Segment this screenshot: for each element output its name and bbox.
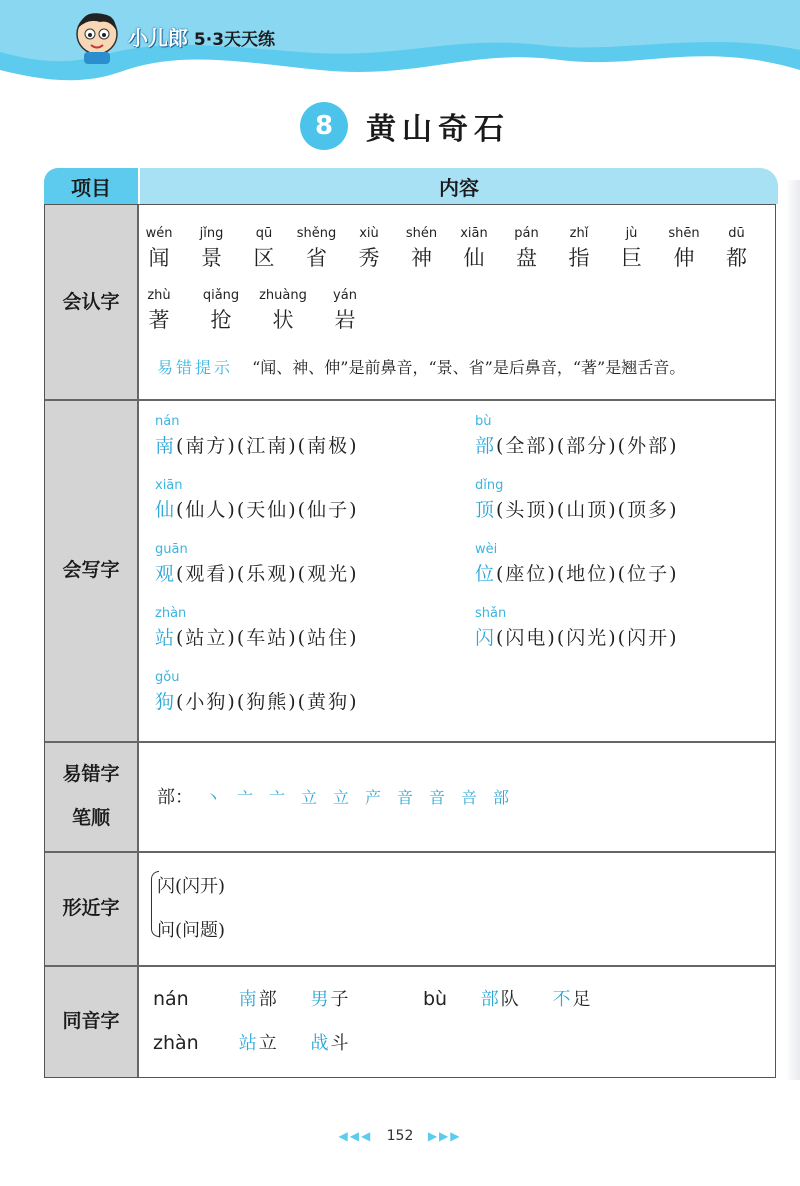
page-footer xyxy=(0,1128,800,1144)
page-edge-shadow xyxy=(786,180,800,1080)
rest-char: 足 xyxy=(572,989,593,1010)
homophone-group xyxy=(153,985,376,1011)
right-arrows-icon: ▶▶▶ xyxy=(427,1129,462,1143)
label-text: 形近字 xyxy=(62,897,120,919)
pinyin: wén xyxy=(145,226,173,241)
hanzi: 盘 xyxy=(516,246,537,270)
rest-char: 子 xyxy=(330,989,351,1010)
homophone-word xyxy=(481,985,521,1011)
homophone-cell xyxy=(139,965,775,1077)
rest-char: 部 xyxy=(258,989,279,1010)
brand-main: 小儿郎 xyxy=(128,26,188,50)
highlight-char: 男 xyxy=(310,989,331,1010)
similar-list xyxy=(157,865,225,953)
char-with-pinyin xyxy=(499,225,555,273)
example-words: (小狗)(狗熊)(黄狗) xyxy=(176,691,359,713)
hanzi: 景 xyxy=(201,246,222,270)
hanzi: 闻 xyxy=(148,246,170,270)
rest-char: 斗 xyxy=(330,1033,351,1054)
homophone-word xyxy=(310,985,350,1011)
example-words: (南方)(江南)(南极) xyxy=(176,435,359,457)
header-content: 内容 xyxy=(140,168,778,204)
write-item xyxy=(475,477,679,525)
target-char: 站 xyxy=(155,627,177,649)
lesson-title xyxy=(300,102,510,150)
label-text: 笔顺 xyxy=(71,807,110,829)
write-item xyxy=(475,605,679,653)
example-words: (观看)(乐观)(观光) xyxy=(176,563,359,585)
hanzi: 秀 xyxy=(358,246,380,270)
homophone-pinyin: zhàn xyxy=(153,1032,199,1054)
target-char: 位 xyxy=(475,563,497,585)
target-char: 部 xyxy=(475,435,497,457)
write-item xyxy=(155,541,359,589)
write-item xyxy=(155,605,359,653)
highlight-char: 战 xyxy=(310,1033,331,1054)
highlight-char: 南 xyxy=(238,989,259,1010)
word-line xyxy=(475,431,679,461)
homophone-word xyxy=(552,985,592,1011)
stroke-step: 咅 xyxy=(460,787,477,807)
stroke-step: 丶 xyxy=(204,787,221,807)
pinyin: wèi xyxy=(475,542,498,557)
stroke-order xyxy=(157,783,513,809)
hanzi: 神 xyxy=(411,246,432,270)
char-with-pinyin xyxy=(236,225,292,273)
target-char: 南 xyxy=(155,435,177,457)
pinyin: xiān xyxy=(460,226,488,241)
summary-table xyxy=(44,168,778,1078)
pinyin: jǐng xyxy=(199,226,224,241)
hanzi: 指 xyxy=(568,246,590,270)
hanzi: 仙 xyxy=(463,246,485,270)
write-item xyxy=(155,669,359,717)
char-with-pinyin xyxy=(131,287,187,335)
write-item xyxy=(155,413,359,461)
hanzi: 区 xyxy=(253,246,275,270)
label-text: 同音字 xyxy=(62,1010,120,1032)
row-label-similar xyxy=(45,851,137,965)
pinyin: guān xyxy=(155,542,188,557)
char-with-pinyin xyxy=(709,225,765,273)
homophone-group xyxy=(153,1029,376,1055)
lesson-name: 黄山奇石 xyxy=(366,112,510,147)
stroke-step: 音 xyxy=(396,787,413,807)
write-item xyxy=(475,413,679,461)
target-char: 观 xyxy=(155,563,177,585)
pinyin: xiù xyxy=(359,226,379,241)
word-line xyxy=(155,495,359,525)
char-with-pinyin xyxy=(131,225,187,273)
pinyin: jù xyxy=(625,226,638,241)
label-text: 会认字 xyxy=(62,291,120,313)
page-number: 152 xyxy=(386,1128,414,1144)
char-with-pinyin xyxy=(551,225,607,273)
hanzi: 状 xyxy=(272,308,294,332)
target-char: 顶 xyxy=(475,499,497,521)
row-label-stroke xyxy=(45,741,137,851)
brand-title xyxy=(128,22,275,51)
word-line xyxy=(155,623,359,653)
char-with-pinyin xyxy=(317,287,373,335)
hanzi: 省 xyxy=(306,246,327,270)
pinyin: yán xyxy=(333,288,357,303)
hanzi: 伸 xyxy=(673,246,695,270)
label-text: 易错字 xyxy=(62,763,120,785)
write-item xyxy=(155,477,359,525)
row-label-homophone xyxy=(45,965,137,1077)
tip-tag: 易错提示 xyxy=(157,358,234,377)
stroke-step: 部 xyxy=(492,787,509,807)
write-cell xyxy=(139,399,775,741)
pinyin: shēn xyxy=(668,226,700,241)
homophone-pinyin: nán xyxy=(153,988,189,1010)
pinyin: xiān xyxy=(155,478,183,493)
homophone-word xyxy=(239,985,279,1011)
rest-char: 立 xyxy=(258,1033,279,1054)
stroke-char-label: 部： xyxy=(157,787,193,808)
word-line xyxy=(475,559,679,589)
table-body xyxy=(44,204,776,1078)
pinyin: dū xyxy=(728,226,745,241)
char-with-pinyin xyxy=(255,287,311,335)
stroke-step: 产 xyxy=(364,787,381,807)
pinyin: bù xyxy=(475,414,492,429)
homophone-word xyxy=(239,1029,279,1055)
homophone-word xyxy=(310,1029,350,1055)
highlight-char: 不 xyxy=(552,989,573,1010)
pinyin: qū xyxy=(255,226,273,241)
mascot-icon xyxy=(70,8,124,64)
stroke-step: 亠 xyxy=(236,787,253,807)
stroke-step: 亠 xyxy=(268,787,285,807)
rest-char: 队 xyxy=(500,989,521,1010)
hanzi: 岩 xyxy=(334,308,356,332)
similar-cell xyxy=(139,851,775,965)
example-words: (仙人)(天仙)(仙子) xyxy=(176,499,359,521)
target-char: 仙 xyxy=(155,499,177,521)
stroke-step: 音 xyxy=(428,787,445,807)
char-with-pinyin xyxy=(394,225,450,273)
pinyin: shěng xyxy=(296,226,337,241)
word-line xyxy=(155,559,359,589)
char-with-pinyin xyxy=(604,225,660,273)
char-with-pinyin xyxy=(289,225,345,273)
example-words: (闪电)(闪光)(闪开) xyxy=(496,627,679,649)
lesson-number-badge: 8 xyxy=(300,102,348,150)
hanzi: 著 xyxy=(148,308,170,332)
pinyin: pán xyxy=(514,226,539,241)
stroke-step: 立 xyxy=(332,787,349,807)
header-item: 项目 xyxy=(44,168,138,204)
pinyin: shén xyxy=(405,226,438,241)
example-words: (座位)(地位)(位子) xyxy=(496,563,679,585)
example-words: (头顶)(山顶)(顶多) xyxy=(496,499,679,521)
pinyin: zhuàng xyxy=(259,288,307,303)
highlight-char: 部 xyxy=(480,989,501,1010)
example-words: (站立)(车站)(站住) xyxy=(176,627,359,649)
brand-sub: 5·3天天练 xyxy=(193,30,276,50)
row-label-recognize xyxy=(45,205,137,399)
similar-item: 闪(闪开) xyxy=(157,876,226,897)
pinyin: qiǎng xyxy=(202,288,240,303)
similar-item: 问(问题) xyxy=(157,920,226,941)
homophone-group xyxy=(423,985,618,1011)
stroke-cell xyxy=(139,741,775,851)
target-char: 闪 xyxy=(475,627,497,649)
left-arrows-icon: ◀◀◀ xyxy=(338,1129,373,1143)
word-line xyxy=(155,687,359,717)
pinyin: gǒu xyxy=(155,670,180,685)
pinyin: dǐng xyxy=(475,478,504,493)
highlight-char: 站 xyxy=(238,1033,259,1054)
label-text: 会写字 xyxy=(62,559,120,581)
pinyin: nán xyxy=(155,414,180,429)
char-with-pinyin xyxy=(446,225,502,273)
word-line xyxy=(155,431,359,461)
hanzi: 巨 xyxy=(621,246,642,270)
homophone-pinyin: bù xyxy=(423,988,448,1010)
hanzi: 都 xyxy=(726,246,747,270)
write-item xyxy=(475,541,679,589)
target-char: 狗 xyxy=(155,691,177,713)
error-tip xyxy=(157,355,685,378)
pinyin: shǎn xyxy=(475,606,507,621)
example-words: (全部)(部分)(外部) xyxy=(496,435,679,457)
word-line xyxy=(475,495,679,525)
recognize-cell xyxy=(139,205,775,399)
pinyin: zhù xyxy=(147,288,171,303)
pinyin: zhǐ xyxy=(569,226,589,241)
stroke-step: 立 xyxy=(300,787,317,807)
word-line xyxy=(475,623,679,653)
pinyin: zhàn xyxy=(155,606,187,621)
char-with-pinyin xyxy=(193,287,249,335)
row-label-write xyxy=(45,399,137,741)
char-with-pinyin xyxy=(656,225,712,273)
hanzi: 抢 xyxy=(210,308,232,332)
char-with-pinyin xyxy=(184,225,240,273)
char-with-pinyin xyxy=(341,225,397,273)
tip-text: “闻、神、伸”是前鼻音，“景、省”是后鼻音，“著”是翘舌音。 xyxy=(252,358,686,377)
